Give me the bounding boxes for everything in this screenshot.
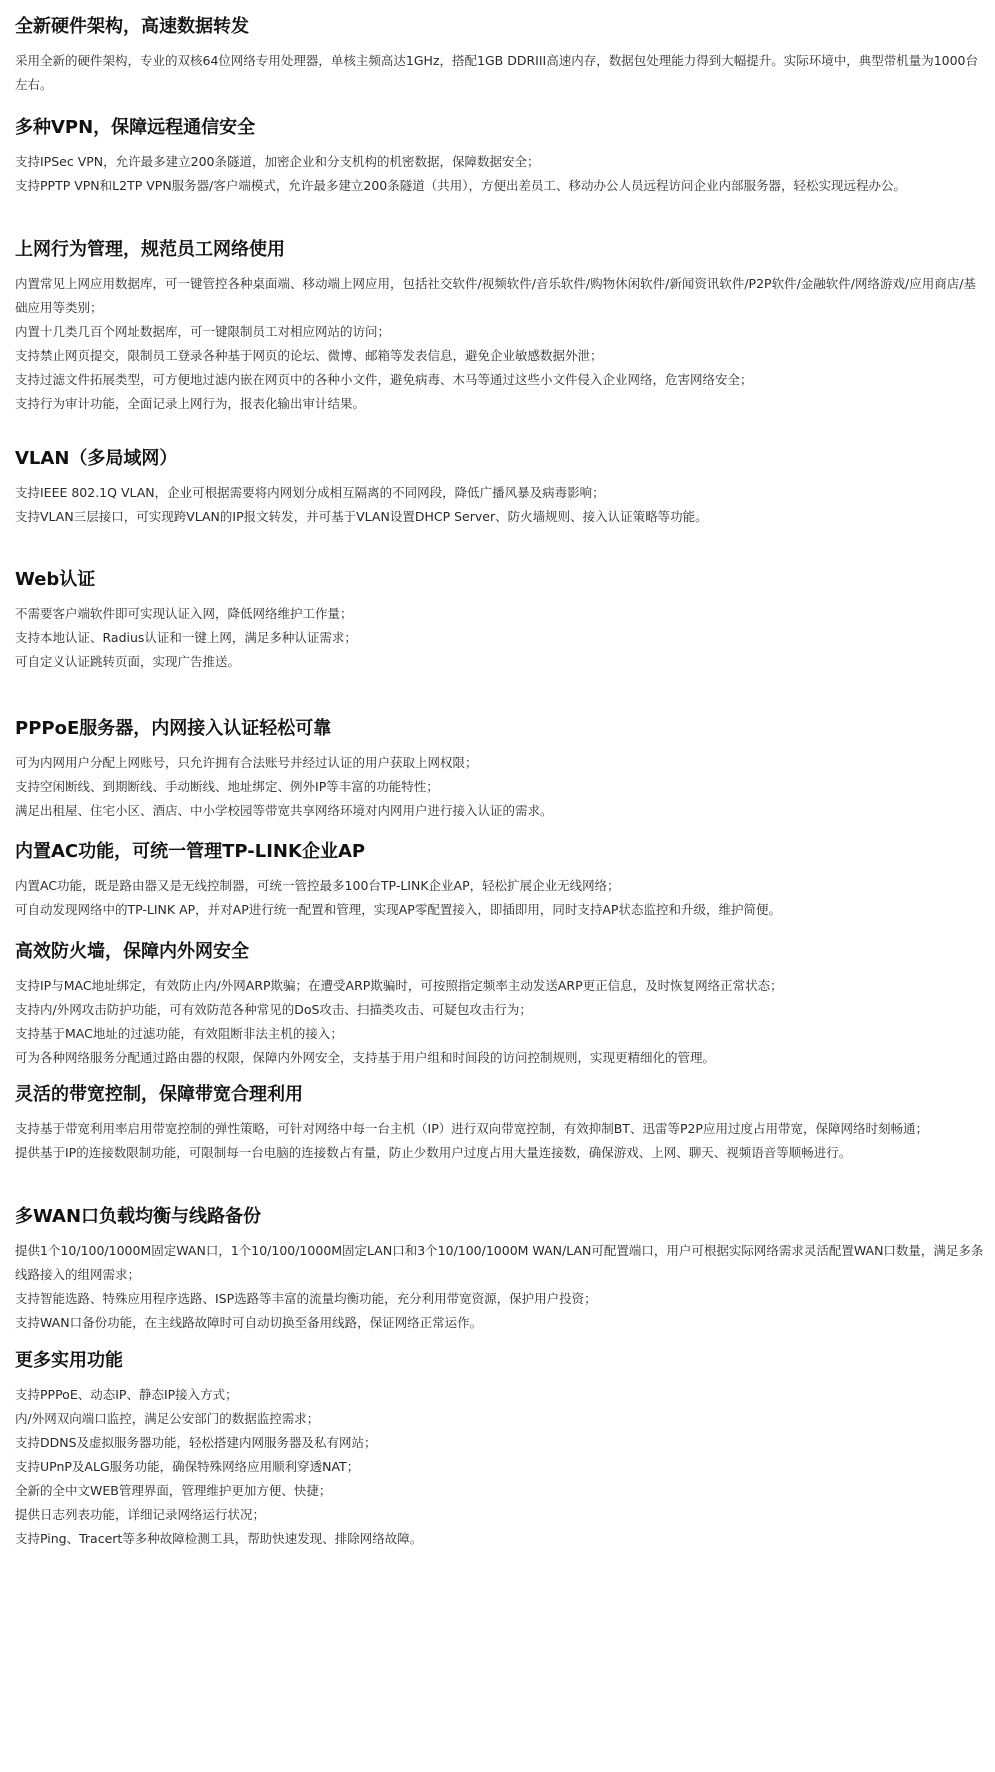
section-title: PPPoE服务器，内网接入认证轻松可靠 <box>15 718 332 739</box>
section-text: 提供基于IP的连接数限制功能，可限制每一台电脑的连接数占有量，防止少数用户过度占用大量连接数，确保游戏、上网、聊天、视频语音等顺畅进行。 <box>15 1145 852 1160</box>
section-title: 上网行为管理，规范员工网络使用 <box>15 239 285 260</box>
section-text: 支持IEEE 802.1Q VLAN，企业可根据需要将内网划分成相互隔离的不同网段，降低广播风暴及病毒影响； <box>15 485 605 500</box>
section-text: 支持PPPoE、动态IP、静态IP接入方式； <box>15 1387 238 1402</box>
section-text: 采用全新的硬件架构，专业的双核64位网络专用处理器，单核主频高达1GHz，搭配1GB DDRIII高速内存，数据包处理能力得到大幅提升。实际环境中，典型带机量为1000台左右。 <box>15 53 979 92</box>
section-hardware <box>15 14 985 97</box>
section-text: 支持行为审计功能，全面记录上网行为，报表化输出审计结果。 <box>15 396 366 411</box>
section-title: Web认证 <box>15 569 96 590</box>
section-text: 不需要客户端软件即可实现认证入网，降低网络维护工作量； <box>15 606 353 621</box>
section-more-features <box>15 1348 985 1551</box>
section-text: 内置AC功能，既是路由器又是无线控制器，可统一管控最多100台TP-LINK企业AP，轻松扩展企业无线网络； <box>15 878 620 893</box>
section-text: 支持VLAN三层接口，可实现跨VLAN的IP报文转发，并可基于VLAN设置DHCP Server、防火墙规则、接入认证策略等功能。 <box>15 509 708 524</box>
section-behavior-management <box>15 237 985 416</box>
section-title: 多WAN口负载均衡与线路备份 <box>15 1206 262 1227</box>
section-text: 内/外网双向端口监控，满足公安部门的数据监控需求； <box>15 1411 320 1426</box>
section-text: 支持Ping、Tracert等多种故障检测工具，帮助快速发现、排除网络故障。 <box>15 1531 423 1546</box>
section-firewall <box>15 939 985 1070</box>
section-text: 可自动发现网络中的TP-LINK AP，并对AP进行统一配置和管理，实现AP零配置接入，即插即用，同时支持AP状态监控和升级，维护简便。 <box>15 902 781 917</box>
section-text: 支持WAN口备份功能，在主线路故障时可自动切换至备用线路，保证网络正常运作。 <box>15 1315 483 1330</box>
section-title: 灵活的带宽控制，保障带宽合理利用 <box>15 1084 303 1105</box>
section-text: 可自定义认证跳转页面，实现广告推送。 <box>15 654 241 669</box>
section-text: 支持IPSec VPN，允许最多建立200条隧道，加密企业和分支机构的机密数据，保障数据安全； <box>15 154 540 169</box>
section-text: 支持UPnP及ALG服务功能，确保特殊网络应用顺利穿透NAT； <box>15 1459 360 1474</box>
section-text: 支持内/外网攻击防护功能，可有效防范各种常见的DoS攻击、扫描类攻击、可疑包攻击行为； <box>15 1002 532 1017</box>
section-title: 高效防火墙，保障内外网安全 <box>15 941 249 962</box>
section-text: 支持过滤文件拓展类型，可方便地过滤内嵌在网页中的各种小文件，避免病毒、木马等通过这些小文件侵入企业网络，危害网络安全； <box>15 372 753 387</box>
section-text: 支持禁止网页提交，限制员工登录各种基于网页的论坛、微博、邮箱等发表信息，避免企业敏感数据外泄； <box>15 348 603 363</box>
section-text: 支持本地认证、Radius认证和一键上网，满足多种认证需求； <box>15 630 357 645</box>
section-bandwidth-control <box>15 1082 985 1165</box>
section-text: 内置十几类几百个网址数据库，可一键限制员工对相应网站的访问； <box>15 324 391 339</box>
section-text: 可为内网用户分配上网账号，只允许拥有合法账号并经过认证的用户获取上网权限； <box>15 755 478 770</box>
section-text: 全新的全中文WEB管理界面，管理维护更加方便、快捷； <box>15 1483 332 1498</box>
section-text: 可为各种网络服务分配通过路由器的权限，保障内外网安全，支持基于用户组和时间段的访问控制规则，实现更精细化的管理。 <box>15 1050 716 1065</box>
section-title: VLAN（多局域网） <box>15 448 178 469</box>
section-multi-wan <box>15 1204 985 1335</box>
section-text: 支持IP与MAC地址绑定，有效防止内/外网ARP欺骗；在遭受ARP欺骗时，可按照指定频率主动发送ARP更正信息，及时恢复网络正常状态； <box>15 978 783 993</box>
section-ac-function <box>15 839 985 922</box>
section-text: 提供1个10/100/1000M固定WAN口，1个10/100/1000M固定LAN口和3个10/100/1000M WAN/LAN可配置端口，用户可根据实际网络需求灵活配置WAN口数量，满足多条线路接入的组网需求； <box>15 1243 984 1282</box>
section-title: 多种VPN，保障远程通信安全 <box>15 117 256 138</box>
section-title: 更多实用功能 <box>15 1350 123 1371</box>
section-vpn <box>15 115 985 198</box>
section-pppoe-server <box>15 716 985 823</box>
section-text: 支持基于MAC地址的过滤功能，有效阻断非法主机的接入； <box>15 1026 343 1041</box>
section-text: 支持基于带宽利用率启用带宽控制的弹性策略，可针对网络中每一台主机（IP）进行双向带宽控制，有效抑制BT、迅雷等P2P应用过度占用带宽，保障网络时刻畅通； <box>15 1121 928 1136</box>
section-vlan <box>15 446 985 529</box>
section-text: 内置常见上网应用数据库，可一键管控各种桌面端、移动端上网应用，包括社交软件/视频软件/音乐软件/购物休闲软件/新闻资讯软件/P2P软件/金融软件/网络游戏/应用商店/基础应用等类别； <box>15 276 976 315</box>
section-title: 全新硬件架构，高速数据转发 <box>15 16 249 37</box>
section-text: 满足出租屋、住宅小区、酒店、中小学校园等带宽共享网络环境对内网用户进行接入认证的需求。 <box>15 803 553 818</box>
section-title: 内置AC功能，可统一管理TP-LINK企业AP <box>15 841 366 862</box>
section-text: 支持DDNS及虚拟服务器功能，轻松搭建内网服务器及私有网站； <box>15 1435 377 1450</box>
section-web-auth <box>15 567 985 674</box>
section-text: 提供日志列表功能，详细记录网络运行状况； <box>15 1507 266 1522</box>
section-text: 支持PPTP VPN和L2TP VPN服务器/客户端模式，允许最多建立200条隧道（共用），方便出差员工、移动办公人员远程访问企业内部服务器，轻松实现远程办公。 <box>15 178 906 193</box>
section-text: 支持空闲断线、到期断线、手动断线、地址绑定、例外IP等丰富的功能特性； <box>15 779 439 794</box>
section-text: 支持智能选路、特殊应用程序选路、ISP选路等丰富的流量均衡功能，充分利用带宽资源，保护用户投资； <box>15 1291 597 1306</box>
